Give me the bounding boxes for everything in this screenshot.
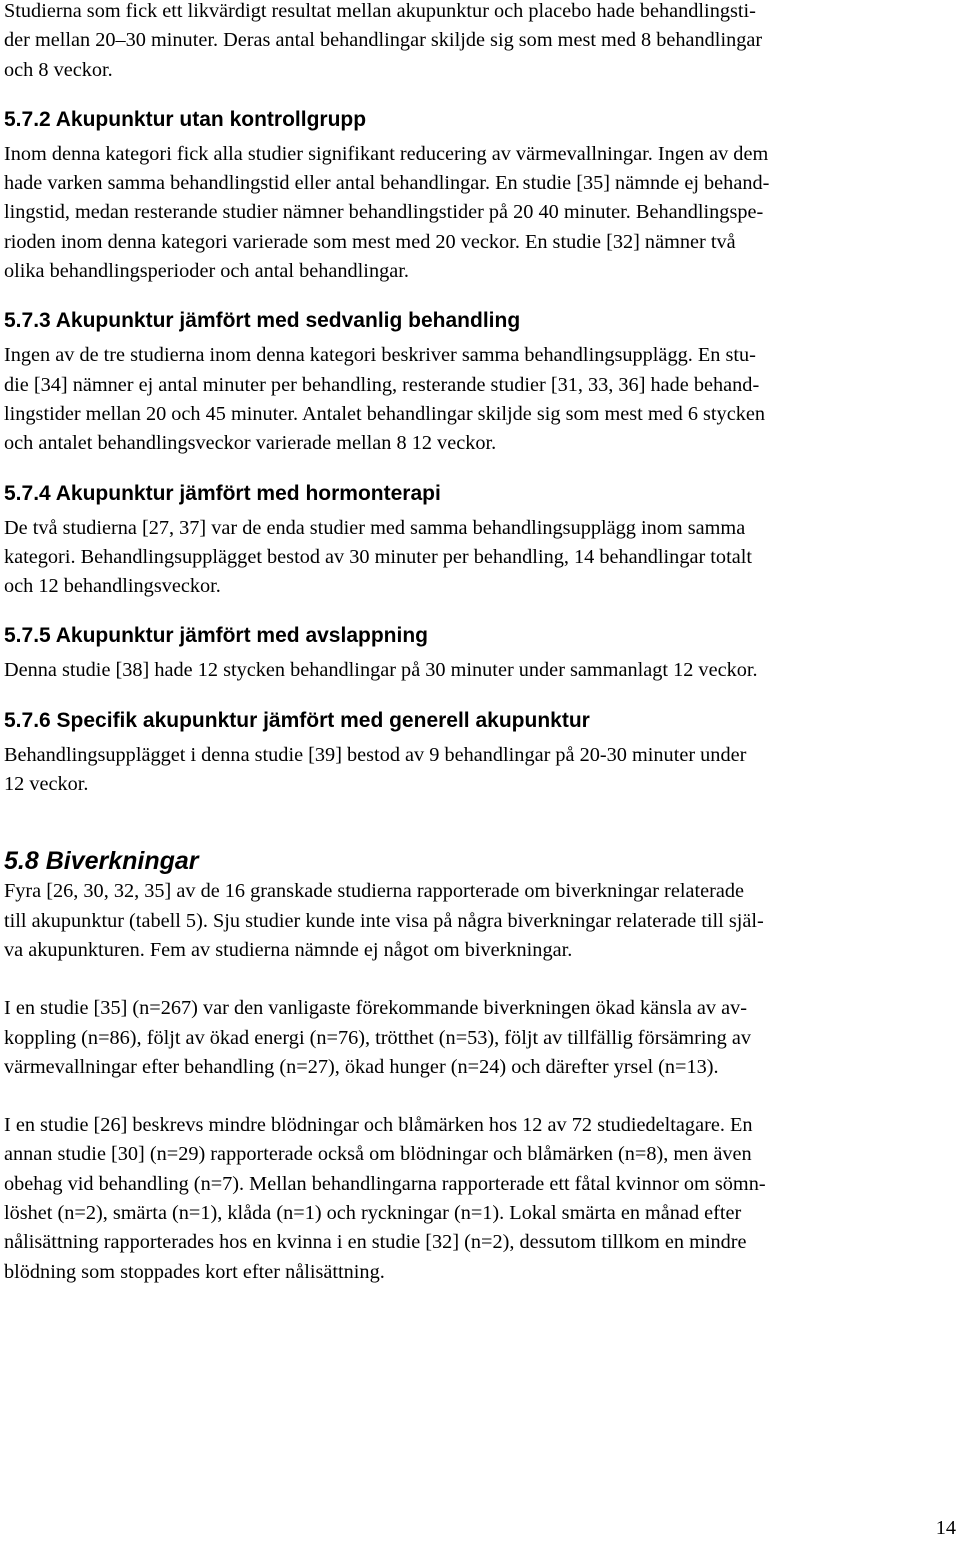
section-5-7-4-paragraph: De två studierna [27, 37] var de enda studier med samma behandlingsupplägg inom samma kategori. Behandlingsupplägget bestod av 30 minuter per behandling, 14 behandlingar totalt och 12 behandlingsveckor.	[4, 516, 752, 598]
section-heading-5-7-5: 5.7.5 Akupunktur jämfört med avslappning	[4, 624, 428, 648]
section-heading-5-7-2: 5.7.2 Akupunktur utan kontrollgrupp	[4, 107, 367, 131]
section-5-8-paragraph-2: I en studie [35] (n=267) var den vanligaste förekommande biverkningen ökad känsla av av- koppling (n=86), följt av ökad energi (n=76), trötthet (n=53), följt av tillfällig försämring av värmevallningar efter behandling (n=27), ökad hunger (n=24) och därefter yrsel (n=13).	[4, 997, 751, 1078]
page-number: 14	[935, 1517, 956, 1539]
section-5-7-3-paragraph: Ingen av de tre studierna inom denna kategori beskriver samma behandlingsupplägg. En stu- die [34] nämner ej antal minuter per behandling, resterande studier [31, 33, 36] hade behand- lingstider mellan 20 och 45 minuter. Antalet behandlingar skiljde sig som mest med 6 stycken och antalet behandlingsveckor varierade mellan 8 12 veckor.	[4, 344, 765, 455]
section-5-7-5-paragraph: Denna studie [38] hade 12 stycken behandlingar på 30 minuter under sammanlagt 12 veckor.	[4, 659, 758, 682]
section-5-7-2-paragraph: Inom denna kategori fick alla studier signifikant reducering av värmevallningar. Ingen av dem hade varken samma behandlingstid eller antal behandlingar. En studie [35] nämnde ej behand- lingstid, medan resterande studier nämner behandlingstider på 20 40 minuter. Behandlingspe- rioden inom denna kategori varierade som mest med 20 veckor. En studie [32] nämner två olika behandlingsperioder och antal behandlingar.	[4, 142, 770, 283]
section-5-8-paragraph-1: Fyra [26, 30, 32, 35] av de 16 granskade studierna rapporterade om biverkningar relaterade till akupunktur (tabell 5). Sju studier kunde inte visa på några biverkningar relaterade till själ- va akupunkturen. Fem av studierna nämnde ej något om biverkningar.	[4, 880, 764, 961]
section-heading-5-8: 5.8 Biverkningar	[4, 847, 199, 876]
intro-paragraph: Studierna som fick ett likvärdigt resultat mellan akupunktur och placebo hade behandlingsti- der mellan 20–30 minuter. Deras antal behandlingar skiljde sig som mest med 8 behandlingar och 8 veckor.	[4, 0, 763, 81]
document-page	[4, 0, 956, 1287]
section-5-7-6-paragraph: Behandlingsupplägget i denna studie [39] bestod av 9 behandlingar på 20-30 minuter under 12 veckor.	[4, 743, 747, 796]
section-heading-5-7-3: 5.7.3 Akupunktur jämfört med sedvanlig behandling	[4, 309, 521, 333]
section-heading-5-7-4: 5.7.4 Akupunktur jämfört med hormonterapi	[4, 481, 441, 505]
section-heading-5-7-6: 5.7.6 Specifik akupunktur jämfört med generell akupunktur	[4, 708, 590, 732]
section-5-8-paragraph-3: I en studie [26] beskrevs mindre blödningar och blåmärken hos 12 av 72 studiedeltagare. En annan studie [30] (n=29) rapporterade också om blödningar och blåmärken (n=8), men även obehag vid behandling (n=7). Mellan behandlingarna rapporterade ett fåtal kvinnor om sömn- löshet (n=2), smärta (n=1), klåda (n=1) och ryckningar (n=1). Lokal smärta en månad efter nålisättning rapporterades hos en kvinna i en studie [32] (n=2), dessutom tillkom en mindre blödning som stoppades kort efter nålisättning.	[4, 1114, 766, 1283]
